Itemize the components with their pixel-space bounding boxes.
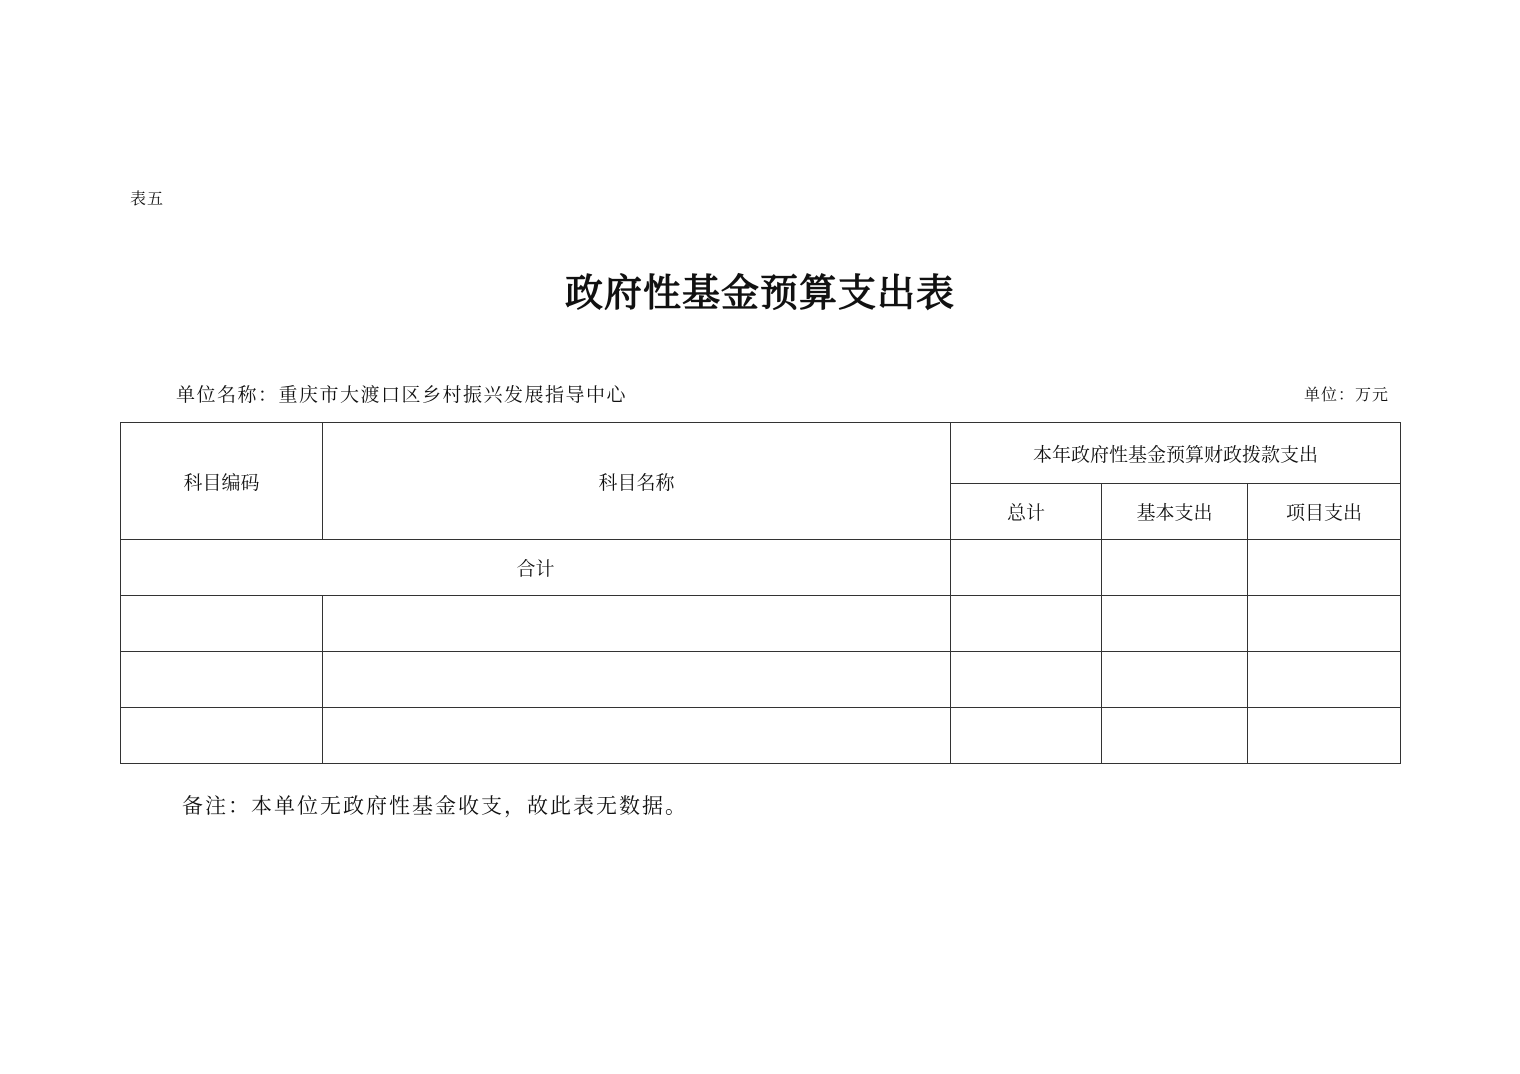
total-cell-project xyxy=(1248,540,1401,596)
total-cell-basic xyxy=(1102,540,1248,596)
header-basic-expense: 基本支出 xyxy=(1102,484,1248,540)
unit-measure: 单位：万元 xyxy=(1303,385,1389,404)
header-appropriation-group: 本年政府性基金预算财政拨款支出 xyxy=(951,423,1401,484)
header-project-expense: 项目支出 xyxy=(1248,484,1401,540)
cell-name xyxy=(323,596,951,652)
cell-basic xyxy=(1102,652,1248,708)
budget-table xyxy=(120,422,1401,764)
header-subject-code: 科目编码 xyxy=(121,423,323,540)
header-subject-name: 科目名称 xyxy=(323,423,951,540)
cell-project xyxy=(1248,596,1401,652)
cell-code xyxy=(121,596,323,652)
table-row xyxy=(121,708,1401,764)
cell-project xyxy=(1248,652,1401,708)
cell-name xyxy=(323,652,951,708)
footnote: 备注：本单位无政府性基金收支，故此表无数据。 xyxy=(182,794,688,818)
cell-total xyxy=(951,708,1102,764)
header-total: 总计 xyxy=(951,484,1102,540)
page-title: 政府性基金预算支出表 xyxy=(564,270,955,315)
cell-code xyxy=(121,708,323,764)
table-number-label: 表五 xyxy=(130,189,165,208)
cell-name xyxy=(323,708,951,764)
header-row-top xyxy=(121,423,1401,484)
total-label: 合计 xyxy=(121,540,951,596)
unit-name: 单位名称：重庆市大渡口区乡村振兴发展指导中心 xyxy=(176,384,628,406)
table-row xyxy=(121,596,1401,652)
cell-project xyxy=(1248,708,1401,764)
total-row xyxy=(121,540,1401,596)
cell-basic xyxy=(1102,708,1248,764)
cell-total xyxy=(951,652,1102,708)
cell-code xyxy=(121,652,323,708)
total-cell-total xyxy=(951,540,1102,596)
cell-total xyxy=(951,596,1102,652)
table-row xyxy=(121,652,1401,708)
cell-basic xyxy=(1102,596,1248,652)
